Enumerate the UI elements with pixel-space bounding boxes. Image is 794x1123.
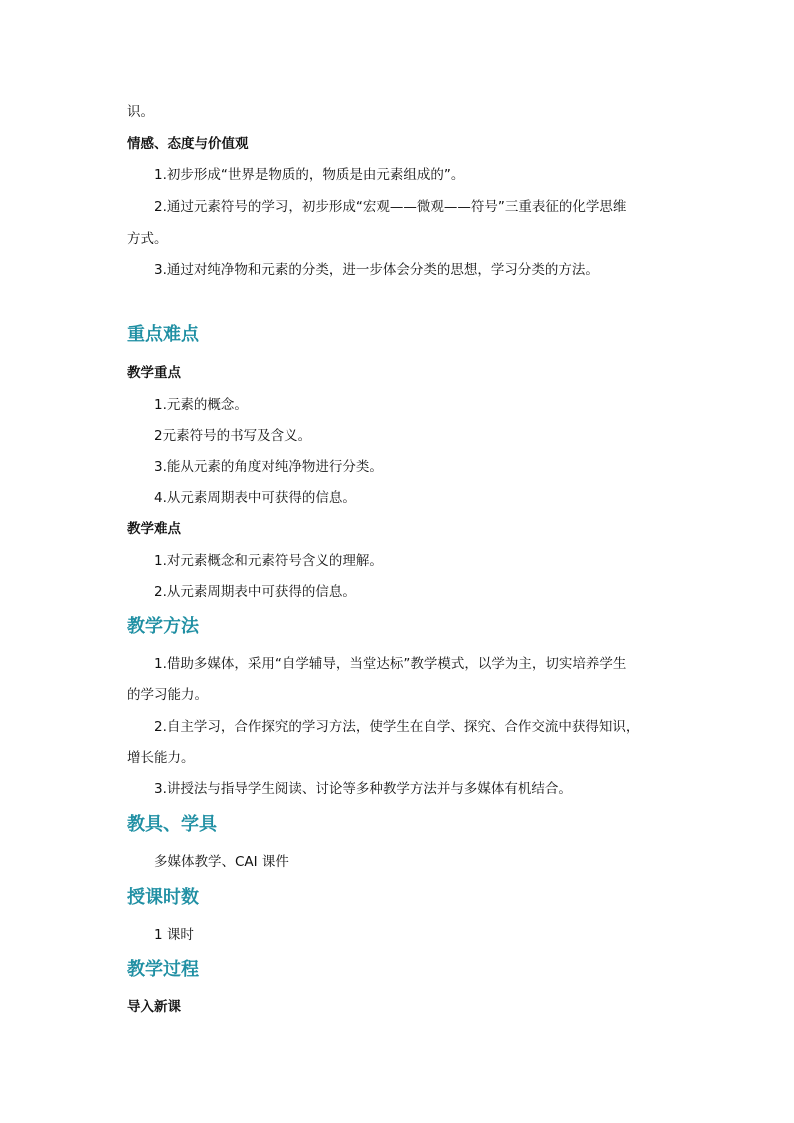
- hours-heading: 授课时数: [127, 887, 199, 908]
- method-item-continued: 增长能力。: [127, 750, 195, 766]
- hours-text: 1 课时: [154, 927, 194, 943]
- key-points-title: 教学重点: [127, 365, 181, 381]
- difficult-points-title: 教学难点: [127, 521, 181, 537]
- key-point-item: 4.从元素周期表中可获得的信息。: [154, 490, 356, 506]
- methods-heading: 教学方法: [127, 616, 199, 637]
- method-item: 1.借助多媒体，采用“自学辅导，当堂达标”教学模式，以学为主，切实培养学生: [154, 656, 627, 672]
- affect-item-continued: 方式。: [127, 231, 168, 247]
- affect-item: 2.通过元素符号的学习，初步形成“宏观——微观——符号”三重表征的化学思维: [154, 199, 627, 215]
- method-item: 3.讲授法与指导学生阅读、讨论等多种教学方法并与多媒体有机结合。: [154, 781, 572, 797]
- key-point-item: 1.元素的概念。: [154, 397, 248, 413]
- process-sub-title: 导入新课: [127, 999, 181, 1015]
- affect-section-title: 情感、态度与价值观: [127, 136, 249, 152]
- affect-item: 3.通过对纯净物和元素的分类，进一步体会分类的思想，学习分类的方法。: [154, 262, 599, 278]
- process-heading: 教学过程: [127, 959, 199, 980]
- difficult-point-item: 2.从元素周期表中可获得的信息。: [154, 584, 356, 600]
- tools-heading: 教具、学具: [127, 814, 217, 835]
- affect-item: 1.初步形成“世界是物质的，物质是由元素组成的”。: [154, 167, 465, 183]
- key-point-item: 2元素符号的书写及含义。: [154, 428, 312, 444]
- tools-text: 多媒体教学、CAI 课件: [154, 854, 289, 870]
- method-item-continued: 的学习能力。: [127, 687, 208, 703]
- difficult-point-item: 1.对元素概念和元素符号含义的理解。: [154, 553, 383, 569]
- continuation-text: 识。: [127, 104, 154, 120]
- key-difficult-heading: 重点难点: [127, 324, 199, 345]
- key-point-item: 3.能从元素的角度对纯净物进行分类。: [154, 459, 383, 475]
- method-item: 2.自主学习，合作探究的学习方法，使学生在自学、探究、合作交流中获得知识，: [154, 719, 640, 735]
